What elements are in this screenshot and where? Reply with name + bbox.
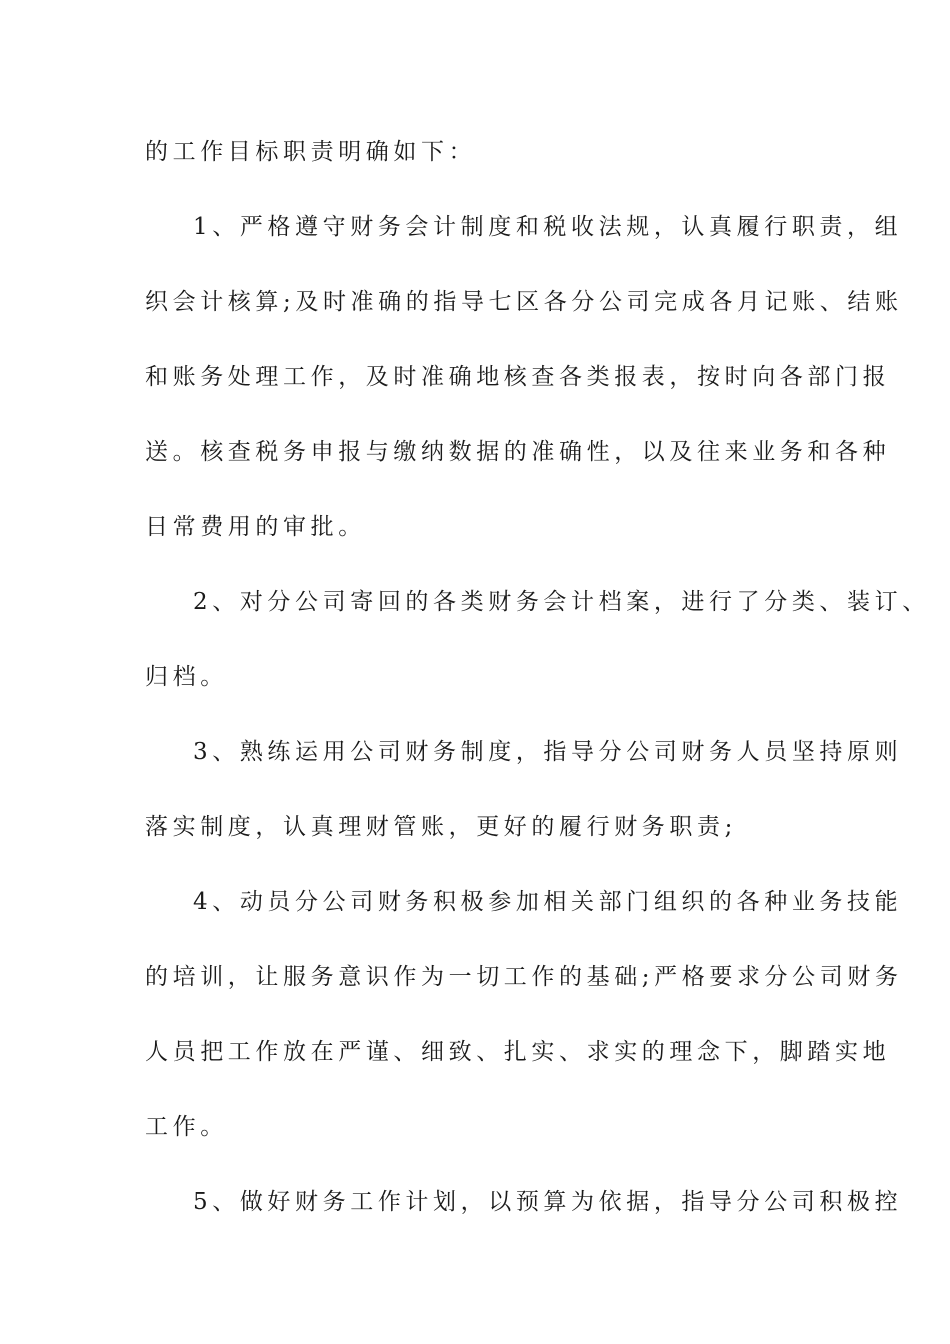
text-line: 织会计核算;及时准确的指导七区各分公司完成各月记账、结账 bbox=[145, 289, 903, 315]
text-line: 归档。 bbox=[145, 664, 228, 690]
text-line: 4、动员分公司财务积极参加相关部门组织的各种业务技能 bbox=[193, 889, 903, 915]
text-line: 的工作目标职责明确如下： bbox=[145, 139, 477, 165]
text-line: 5、做好财务工作计划，以预算为依据，指导分公司积极控 bbox=[193, 1189, 903, 1215]
text-line: 工作。 bbox=[145, 1114, 228, 1140]
text-line: 3、熟练运用公司财务制度，指导分公司财务人员坚持原则 bbox=[193, 739, 903, 765]
text-line: 的培训，让服务意识作为一切工作的基础;严格要求分公司财务 bbox=[145, 964, 903, 990]
text-line: 人员把工作放在严谨、细致、扎实、求实的理念下，脚踏实地 bbox=[145, 1039, 891, 1065]
text-line: 和账务处理工作，及时准确地核查各类报表，按时向各部门报 bbox=[145, 364, 891, 390]
text-line: 1、严格遵守财务会计制度和税收法规，认真履行职责，组 bbox=[193, 214, 903, 240]
text-line: 落实制度，认真理财管账，更好的履行财务职责; bbox=[145, 814, 737, 840]
text-line: 日常费用的审批。 bbox=[145, 514, 366, 540]
text-line: 2、对分公司寄回的各类财务会计档案，进行了分类、装订、 bbox=[193, 589, 930, 615]
text-line: 送。核查税务申报与缴纳数据的准确性，以及往来业务和各种 bbox=[145, 439, 891, 465]
